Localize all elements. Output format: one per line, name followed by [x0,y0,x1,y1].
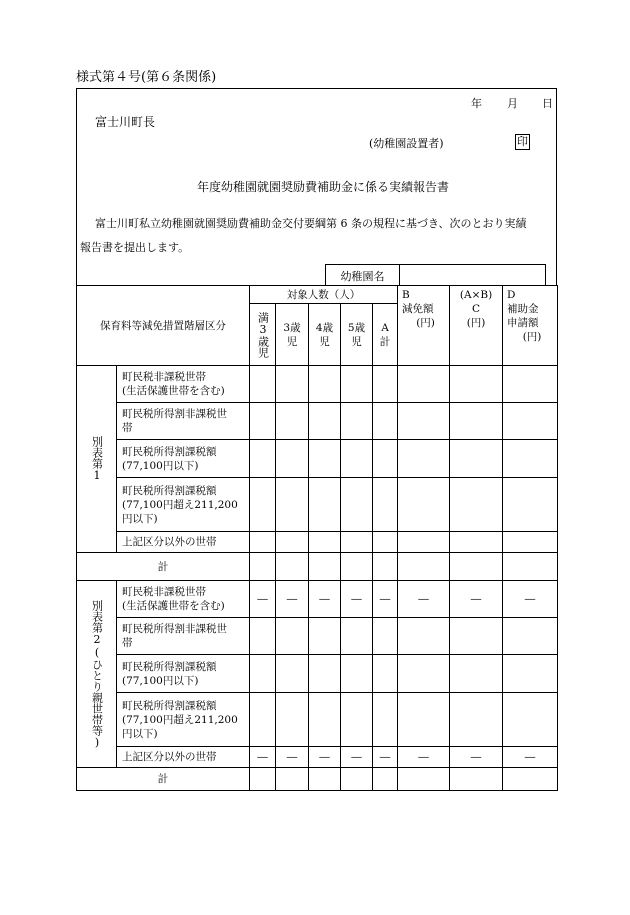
group1-total-label: 計 [77,553,250,581]
dash: ― [309,747,341,768]
dash: ― [309,581,341,618]
dash: ― [276,581,309,618]
date-month: 月 [507,97,518,110]
date-day: 日 [542,97,553,110]
amount-c-header: (A×B) C (円) [450,286,503,366]
category-other: 上記区分以外の世帯 [117,747,250,768]
category-other: 上記区分以外の世帯 [117,532,250,553]
total-a-header: A 計 [373,304,398,366]
category-income-nontaxed: 町民税所得割非課税世 帯 [117,403,250,440]
recipient: 富士川町長 [95,115,156,129]
form-number-label: 様式第４号(第６条関係) [76,70,217,85]
applicant-label: (幼稚園設置者) [369,137,444,150]
age3-header: 3歳 児 [276,304,309,366]
dash: ― [450,747,503,768]
dash: ― [250,581,276,618]
category-tax-exempt: 町民税非課税世帯 (生活保護世帯を含む) [117,581,250,618]
dash: ― [373,747,398,768]
kindergarten-name-label: 幼稚園名 [325,264,400,286]
category-tax-77100-211200: 町民税所得割課税額 (77,100円超え211,200 円以下) [117,478,250,532]
target-count-header: 対象人数（人） [250,286,398,304]
dash: ― [341,747,373,768]
category-tax-under-77100: 町民税所得割課税額 (77,100円以下) [117,440,250,478]
group1-label: 別表第1 [77,366,117,553]
category-tax-exempt: 町民税非課税世帯 (生活保護世帯を含む) [117,366,250,403]
dash: ― [276,747,309,768]
date-year: 年 [471,97,482,110]
dash: ― [250,747,276,768]
dash: ― [398,747,450,768]
age5-header: 5歳 児 [341,304,373,366]
category-tax-77100-211200: 町民税所得割課税額 (77,100円超え211,200 円以下) [117,693,250,747]
row-category-header: 保育料等減免措置階層区分 [77,286,250,366]
body-text-line2: 報告書を提出します。 [80,241,190,254]
age4-header: 4歳 児 [309,304,341,366]
dash: ― [373,581,398,618]
dash: ― [450,581,503,618]
dash: ― [398,581,450,618]
group2-label: 別表第2(ひとり親世帯等) [77,581,117,768]
body-text-line1: 富士川町私立幼稚園就園奨励費補助金交付要綱第 6 条の規程に基づき、次のとおり実績 [95,217,527,230]
report-title: 年度幼稚園就園奨励費補助金に係る実績報告書 [197,180,450,194]
report-header-box [76,88,557,285]
dash: ― [503,581,558,618]
reduction-amount-header: B 減免額 (円) [398,286,450,366]
dash: ― [341,581,373,618]
seal-mark: 印 [517,135,528,148]
subsidy-request-header: D 補助金 申請額 (円) [503,286,558,366]
category-tax-under-77100: 町民税所得割課税額 (77,100円以下) [117,655,250,693]
age-full3-header: 満3歳児 [250,304,276,366]
kindergarten-name-field[interactable] [400,264,546,286]
performance-table [76,285,558,791]
group2-total-label: 計 [77,768,250,791]
category-income-nontaxed: 町民税所得割非課税世 帯 [117,618,250,655]
dash: ― [503,747,558,768]
